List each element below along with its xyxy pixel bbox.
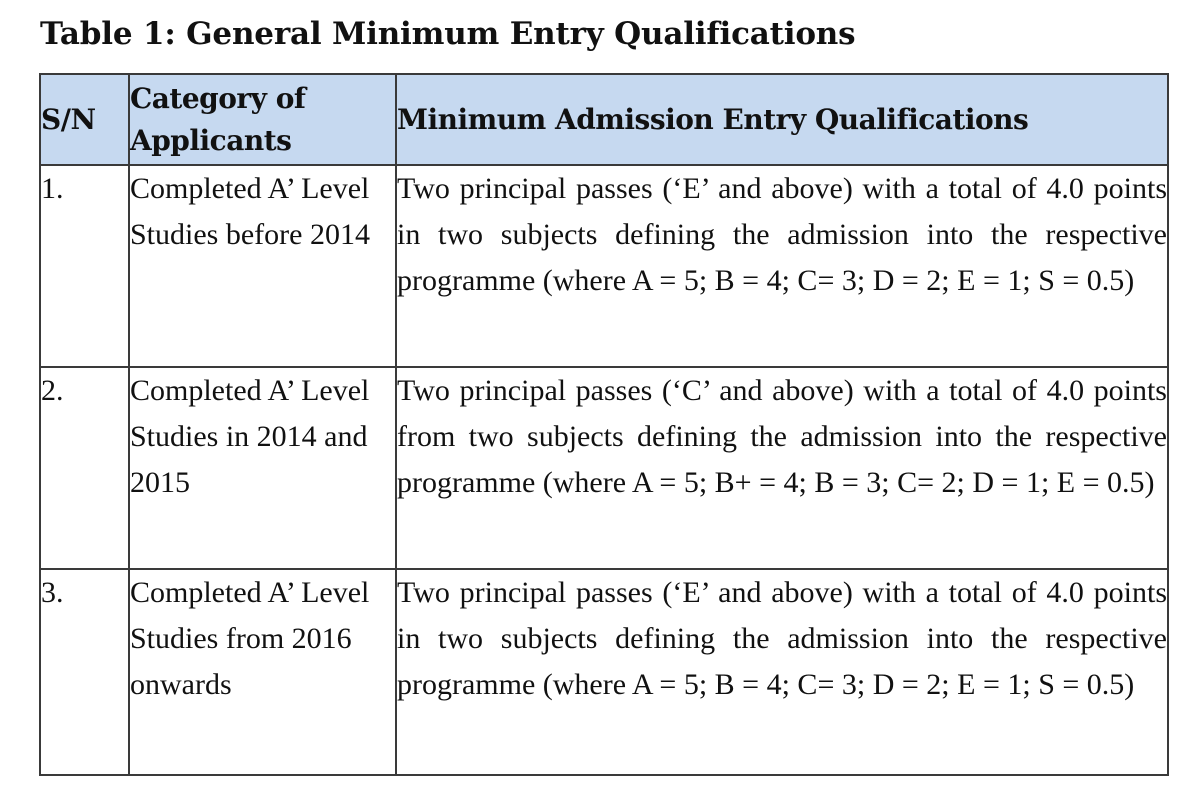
row-category: Completed A’ Level Studies in 2014 and 2015 bbox=[129, 367, 396, 569]
table-caption: Table 1: General Minimum Entry Qualifications bbox=[40, 16, 856, 52]
row-sn: 2. bbox=[40, 367, 129, 569]
row-category: Completed A’ Level Studies from 2016 onwards bbox=[129, 569, 396, 775]
table-row bbox=[40, 165, 1168, 367]
header-sn: S/N bbox=[40, 74, 129, 165]
row-requirement: Two principal passes (‘C’ and above) with a total of 4.0 points from two subjects defining the admission into the respective programme (where A = 5; B+ = 4; B = 3; C= 2; D = 1; E = 0.5) bbox=[396, 367, 1168, 569]
header-minimum-qualifications: Minimum Admission Entry Qualifications bbox=[396, 74, 1168, 165]
table-row bbox=[40, 367, 1168, 569]
qualifications-table bbox=[39, 73, 1169, 776]
row-category: Completed A’ Level Studies before 2014 bbox=[129, 165, 396, 367]
row-sn: 1. bbox=[40, 165, 129, 367]
header-row bbox=[40, 74, 1168, 165]
header-category: Category of Applicants bbox=[129, 74, 396, 165]
table-row bbox=[40, 569, 1168, 775]
row-requirement: Two principal passes (‘E’ and above) with a total of 4.0 points in two subjects defining the admission into the respective programme (where A = 5; B = 4; C= 3; D = 2; E = 1; S = 0.5) bbox=[396, 165, 1168, 367]
row-sn: 3. bbox=[40, 569, 129, 775]
row-requirement: Two principal passes (‘E’ and above) with a total of 4.0 points in two subjects defining the admission into the respective programme (where A = 5; B = 4; C= 3; D = 2; E = 1; S = 0.5) bbox=[396, 569, 1168, 775]
